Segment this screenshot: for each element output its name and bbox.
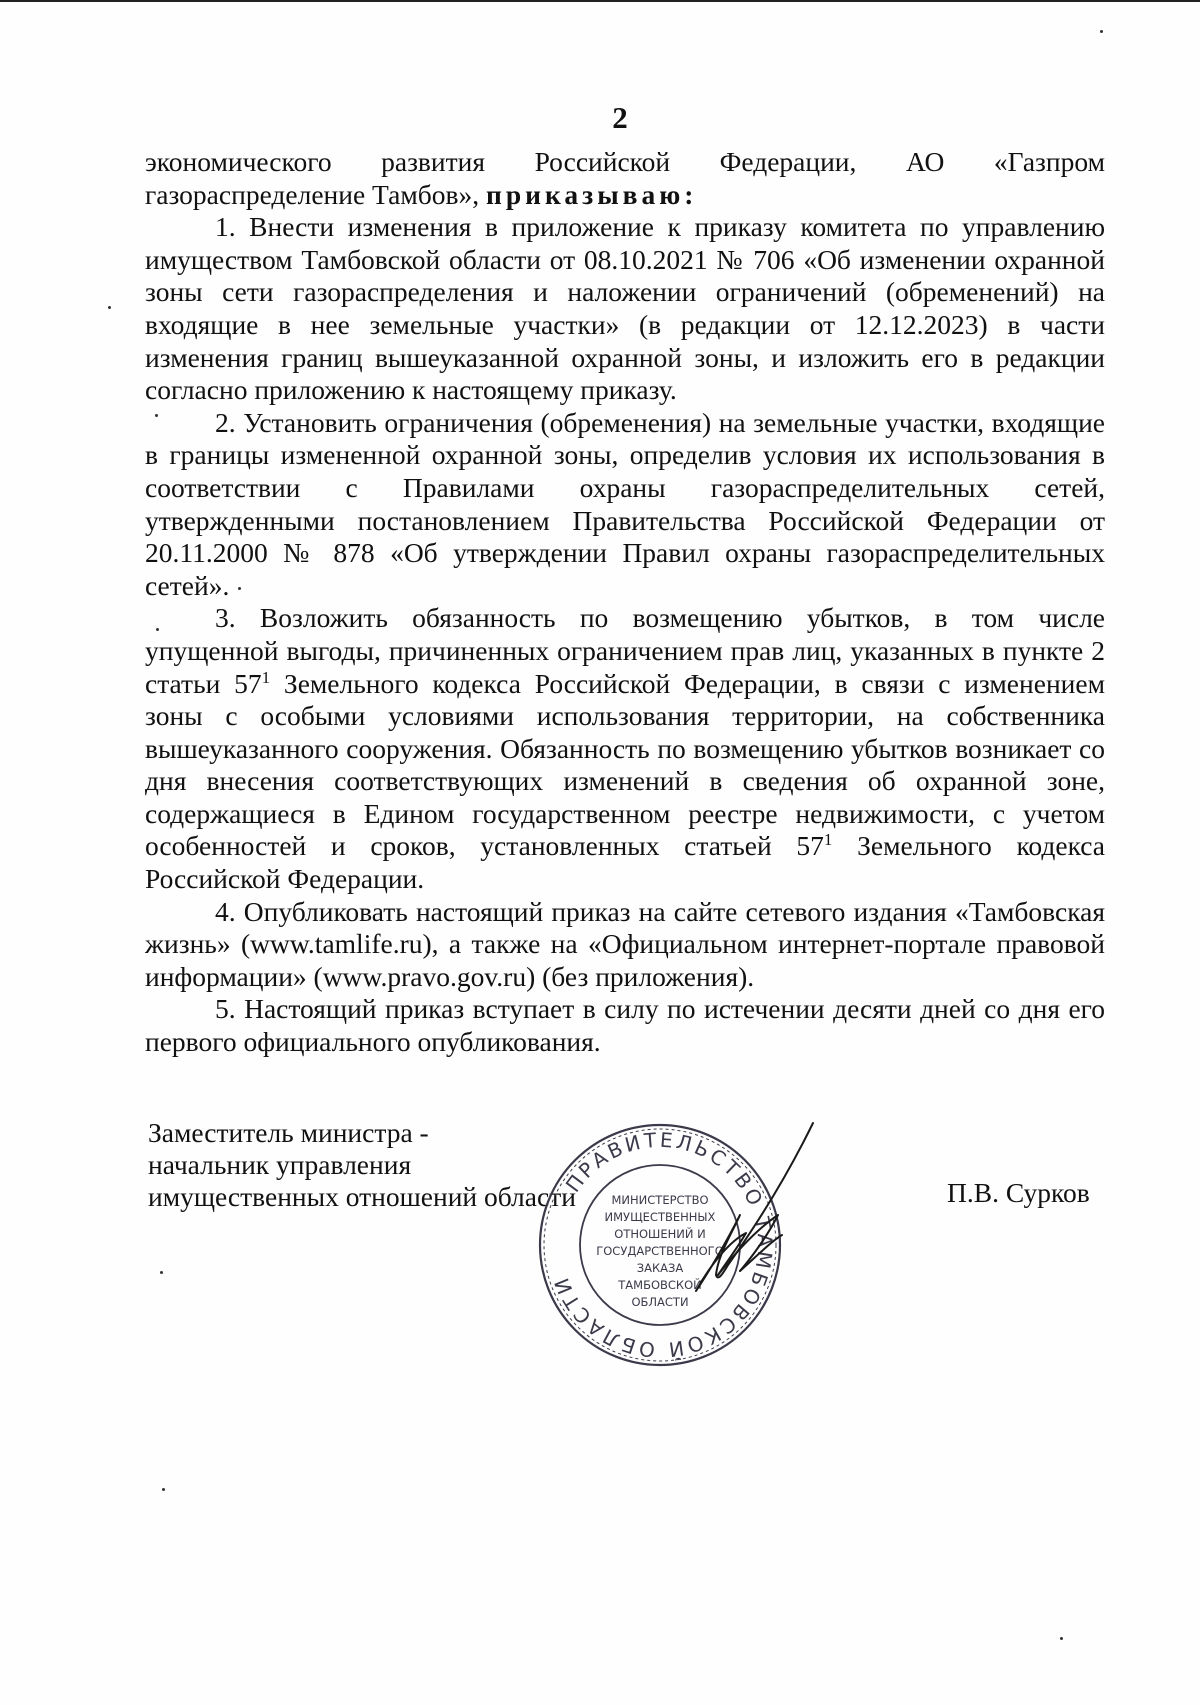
scan-speck [162,1488,165,1491]
scan-speck [1060,1637,1063,1640]
order-body [145,146,1105,1059]
order-item-3 [145,602,1105,895]
intro-paragraph [145,146,1105,211]
order-item-4: 4. Опубликовать настоящий приказ на сайте сетевого издания «Тамбовская жизнь» (www.tamlife.ru), а также на «Официальном интернет-портале правовой информации» (www.pravo.gov.ru) (без приложения). [145,895,1105,992]
order-item-3-part2: Земельного кодекса Российской Федерации, в связи с изменением зоны с особыми условиями использования территории, на собственника вышеуказанного сооружения. Обязанность по возмещению убытков возникает со дня внесения соответствующих изменений в сведения об охранной зоне, содержащиеся в Едином государственном реестре недвижимости, с учетом особенностей и сроков, установленных статьей 57 [145,667,1105,862]
page-number: 2 [612,100,628,135]
order-item-2: 2. Установить ограничения (обременения) на земельные участки, входящие в границы измененной охранной зоны, определив условия их использования в соответствии с Правилами охраны газораспределительных сетей, утвержденными постановлением Правительства Российской Федерации от 20.11.2000 № 878 «Об утверждении Правил охраны газораспределительных сетей». [145,406,1105,601]
signatory-name: П.В. Сурков [947,1177,1090,1208]
position-line: имущественных отношений области [148,1181,576,1212]
superscript-1: 1 [261,667,271,687]
scan-speck [108,306,111,309]
order-item-5: 5. Настоящий приказ вступает в силу по истечении десяти дней со дня его первого официального опубликования. [145,993,1105,1058]
position-line: Заместитель министра - [148,1117,429,1148]
signatory-position [148,1117,576,1213]
order-word: приказываю: [486,178,698,210]
scan-speck [238,587,241,590]
seal-center-line: ИМУЩЕСТВЕННЫХ [604,1210,716,1224]
seal-center-line: МИНИСТЕРСТВО [611,1193,709,1207]
scan-speck [156,628,159,631]
seal-ring-text: ПРАВИТЕЛЬСТВО ТАМБОВСКОЙ ОБЛАСТИ [548,1127,778,1363]
seal-center-line: ЗАКАЗА [636,1261,684,1275]
scan-top-edge [0,0,1200,2]
seal-center-line: ГОСУДАРСТВЕННОГО [596,1244,724,1258]
scan-speck [160,1271,163,1274]
seal-center-line: ОБЛАСТИ [631,1295,689,1309]
order-item-3-part1: 3. Возложить обязанность по возмещению убытков, в том числе упущенной выгоды, причиненных ограничением прав лиц, указанных в пункте 2 статьи 57 [145,602,1105,699]
scan-speck [1100,30,1103,33]
scan-speck [155,414,158,417]
seal-center-line: ТАМБОВСКОЙ [618,1278,702,1292]
position-line: начальник управления [148,1149,412,1180]
intro-text: экономического развития Российской Федерации, АО «Газпром газораспределение Тамбов», [145,146,1105,210]
order-item-3-part3: Земельного кодекса Российской Федерации. [145,830,1105,895]
seal-center-line: ОТНОШЕНИЙ И [614,1227,706,1241]
superscript-1: 1 [823,830,833,850]
handwritten-signature [600,1115,830,1335]
order-item-1: 1. Внести изменения в приложение к приказу комитета по управлению имуществом Тамбовской области от 08.10.2021 № 706 «Об изменении охранной зоны сети газораспределения и наложении ограничений (обременений) на входящие в нее земельные участки» (в редакции от 12.12.2023) в части изменения границ вышеуказанной охранной зоны, и изложить его в редакции согласно приложению к настоящему приказу. [145,211,1105,406]
